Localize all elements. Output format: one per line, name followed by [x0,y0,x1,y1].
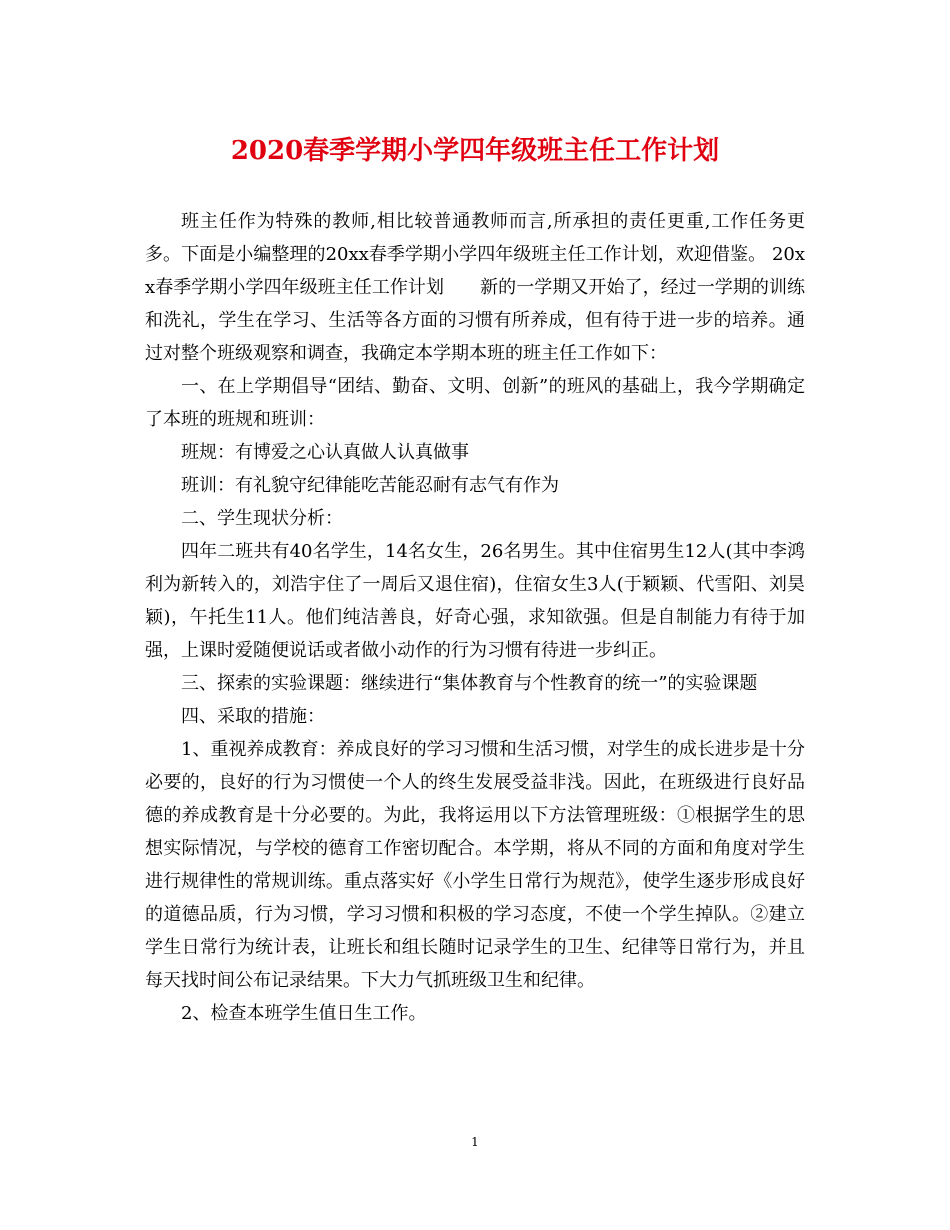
paragraph-measure-1: 1、重视养成教育：养成良好的学习习惯和生活习惯，对学生的成长进步是十分必要的，良好的行为习惯使一个人的终生发展受益非浅。因此，在班级进行良好品德的养成教育是十分必要的。为此，我将运用以下方法管理班级：①根据学生的思想实际情况，与学校的德育工作密切配合。本学期，将从不同的方面和角度对学生进行规律性的常规训练。重点落实好《小学生日常行为规范》，使学生逐步形成良好的道德品质，行为习惯，学习习惯和积极的学习态度，不使一个学生掉队。②建立学生日常行为统计表，让班长和组长随时记录学生的卫生、纪律等日常行为，并且每天找时间公布记录结果。下大力气抓班级卫生和纪律。 [145,739,805,991]
paragraph-intro: 班主任作为特殊的教师,相比较普通教师而言,所承担的责任更重,工作任务更多。下面是小编整理的20xx春季学期小学四年级班主任工作计划，欢迎借鉴。 20xx春季学期小学四年级班主任工作计划 新的一学期又开始了，经过一学期的训练和洗礼，学生在学习、生活等各方面的习惯有所养成，但有待于进一步的培养。通过对整个班级观察和调查，我确定本学期本班的班主任工作如下： [145,211,805,364]
paragraph-class-rules: 班规：有博爱之心认真做人认真做事 [181,442,469,463]
paragraph-class-motto: 班训：有礼貌守纪律能吃苦能忍耐有志气有作为 [181,475,559,496]
page-title: 2020春季学期小学四年级班主任工作计划 [230,136,720,166]
paragraph-section-3: 三、探索的实验课题：继续进行“集体教育与个性教育的统一”的实验课题 [181,673,758,694]
paragraph-student-analysis: 四年二班共有40名学生，14名女生，26名男生。其中住宿男生12人(其中李鸿利为新转入的，刘浩宇住了一周后又退住宿)，住宿女生3人(于颖颖、代雪阳、刘昊颖)，午托生11人。他们纯洁善良，好奇心强，求知欲强。但是自制能力有待于加强，上课时爱随便说话或者做小动作的行为习惯有待进一步纠正。 [145,541,805,661]
document-body [145,205,805,1030]
paragraph-section-2: 二、学生现状分析： [181,508,343,529]
page-number: 1 [471,1135,479,1149]
paragraph-measure-2: 2、检查本班学生值日生工作。 [181,1003,427,1024]
paragraph-section-1: 一、在上学期倡导“团结、勤奋、文明、创新”的班风的基础上，我今学期确定了本班的班规和班训： [145,376,805,430]
paragraph-section-4: 四、采取的措施： [181,706,325,727]
